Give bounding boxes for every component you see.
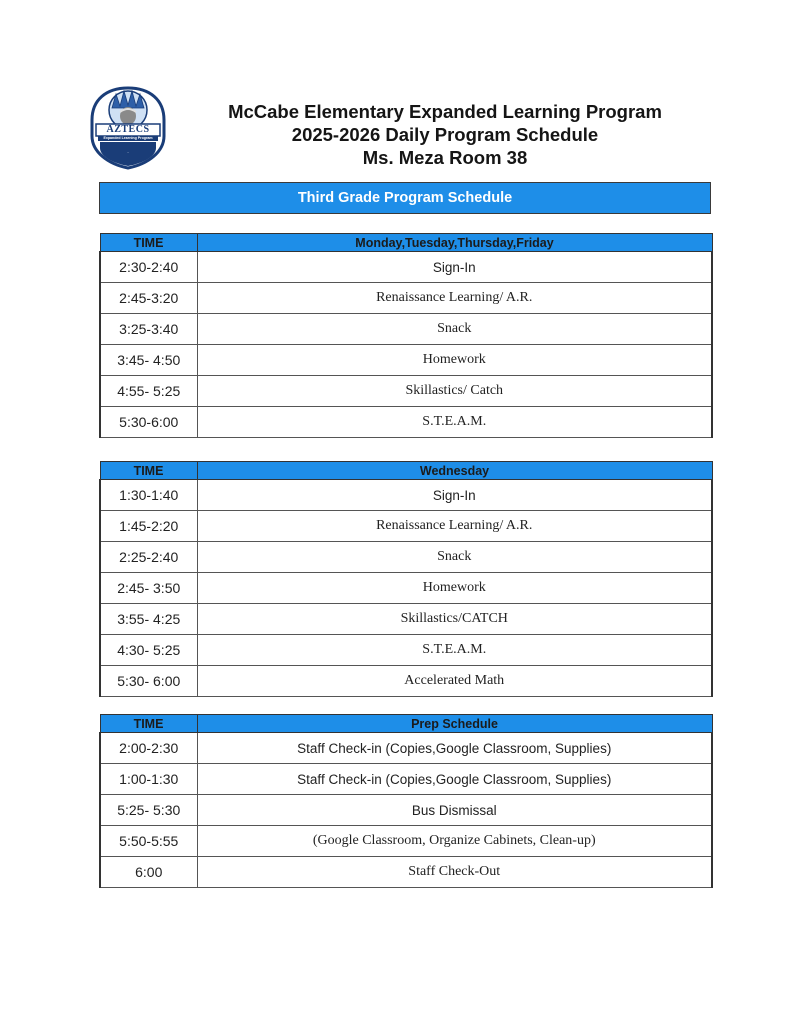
page-title: McCabe Elementary Expanded Learning Program [228, 101, 662, 122]
schedule-table-prep [99, 714, 713, 888]
table-row [100, 604, 712, 635]
table-row [100, 826, 712, 857]
logo-subtext: Expanded Learning Program [103, 136, 153, 140]
program-banner-title: Third Grade Program Schedule [297, 190, 513, 206]
table-row [100, 376, 712, 407]
page-subtitle: 2025-2026 Daily Program Schedule [291, 124, 599, 145]
time-cell: 2:45-3:20 [100, 283, 197, 314]
table-row [100, 542, 712, 573]
activity-cell: Staff Check-Out [197, 857, 712, 888]
activity-cell: Renaissance Learning/ A.R. [197, 511, 712, 542]
room-label: Ms. Meza Room 38 [362, 147, 528, 168]
table-row [100, 345, 712, 376]
time-cell: 5:25- 5:30 [100, 795, 197, 826]
activity-cell: Skillastics/CATCH [197, 604, 712, 635]
time-cell: 6:00 [100, 857, 197, 888]
activity-cell: Staff Check-in (Copies,Google Classroom, Supplies) [197, 764, 712, 795]
time-cell: 2:30-2:40 [100, 252, 197, 283]
table-row [100, 857, 712, 888]
activity-cell: (Google Classroom, Organize Cabinets, Clean-up) [197, 826, 712, 857]
time-column-header: TIME [100, 234, 197, 252]
activity-cell: Homework [197, 345, 712, 376]
table-row [100, 252, 712, 283]
program-banner [99, 182, 711, 214]
table-header-row [100, 715, 712, 733]
table-row [100, 666, 712, 697]
activity-cell: Sign-In [197, 480, 712, 511]
table-header-row [100, 462, 712, 480]
activity-cell: Sign-In [197, 252, 712, 283]
aztecs-shield-logo-icon [88, 86, 168, 170]
table-row [100, 511, 712, 542]
svg-text:·: · [127, 150, 129, 156]
activity-cell: S.T.E.A.M. [197, 635, 712, 666]
activity-cell: Renaissance Learning/ A.R. [197, 283, 712, 314]
activity-cell: Homework [197, 573, 712, 604]
schedule-table-wednesday [99, 461, 713, 697]
activity-column-header: Monday,Tuesday,Thursday,Friday [197, 234, 712, 252]
time-cell: 3:45- 4:50 [100, 345, 197, 376]
table-row [100, 733, 712, 764]
time-cell: 2:25-2:40 [100, 542, 197, 573]
schedule-table-mon-tue-thu-fri [99, 233, 713, 438]
time-cell: 4:55- 5:25 [100, 376, 197, 407]
table-row [100, 635, 712, 666]
table-row [100, 480, 712, 511]
activity-cell: Snack [197, 542, 712, 573]
time-cell: 3:25-3:40 [100, 314, 197, 345]
time-cell: 1:00-1:30 [100, 764, 197, 795]
activity-column-header: Wednesday [197, 462, 712, 480]
activity-cell: Accelerated Math [197, 666, 712, 697]
time-cell: 3:55- 4:25 [100, 604, 197, 635]
activity-cell: Bus Dismissal [197, 795, 712, 826]
activity-cell: Snack [197, 314, 712, 345]
logo-text: AZTECS [106, 124, 150, 135]
time-cell: 2:00-2:30 [100, 733, 197, 764]
table-row [100, 795, 712, 826]
time-cell: 5:30- 6:00 [100, 666, 197, 697]
time-cell: 1:45-2:20 [100, 511, 197, 542]
activity-cell: Staff Check-in (Copies,Google Classroom, Supplies) [197, 733, 712, 764]
time-column-header: TIME [100, 462, 197, 480]
time-cell: 5:30-6:00 [100, 407, 197, 438]
time-column-header: TIME [100, 715, 197, 733]
table-row [100, 764, 712, 795]
table-row [100, 314, 712, 345]
activity-cell: Skillastics/ Catch [197, 376, 712, 407]
activity-cell: S.T.E.A.M. [197, 407, 712, 438]
table-header-row [100, 234, 712, 252]
table-row [100, 407, 712, 438]
time-cell: 1:30-1:40 [100, 480, 197, 511]
time-cell: 5:50-5:55 [100, 826, 197, 857]
time-cell: 4:30- 5:25 [100, 635, 197, 666]
table-row [100, 573, 712, 604]
time-cell: 2:45- 3:50 [100, 573, 197, 604]
table-row [100, 283, 712, 314]
page-header [200, 100, 690, 169]
activity-column-header: Prep Schedule [197, 715, 712, 733]
